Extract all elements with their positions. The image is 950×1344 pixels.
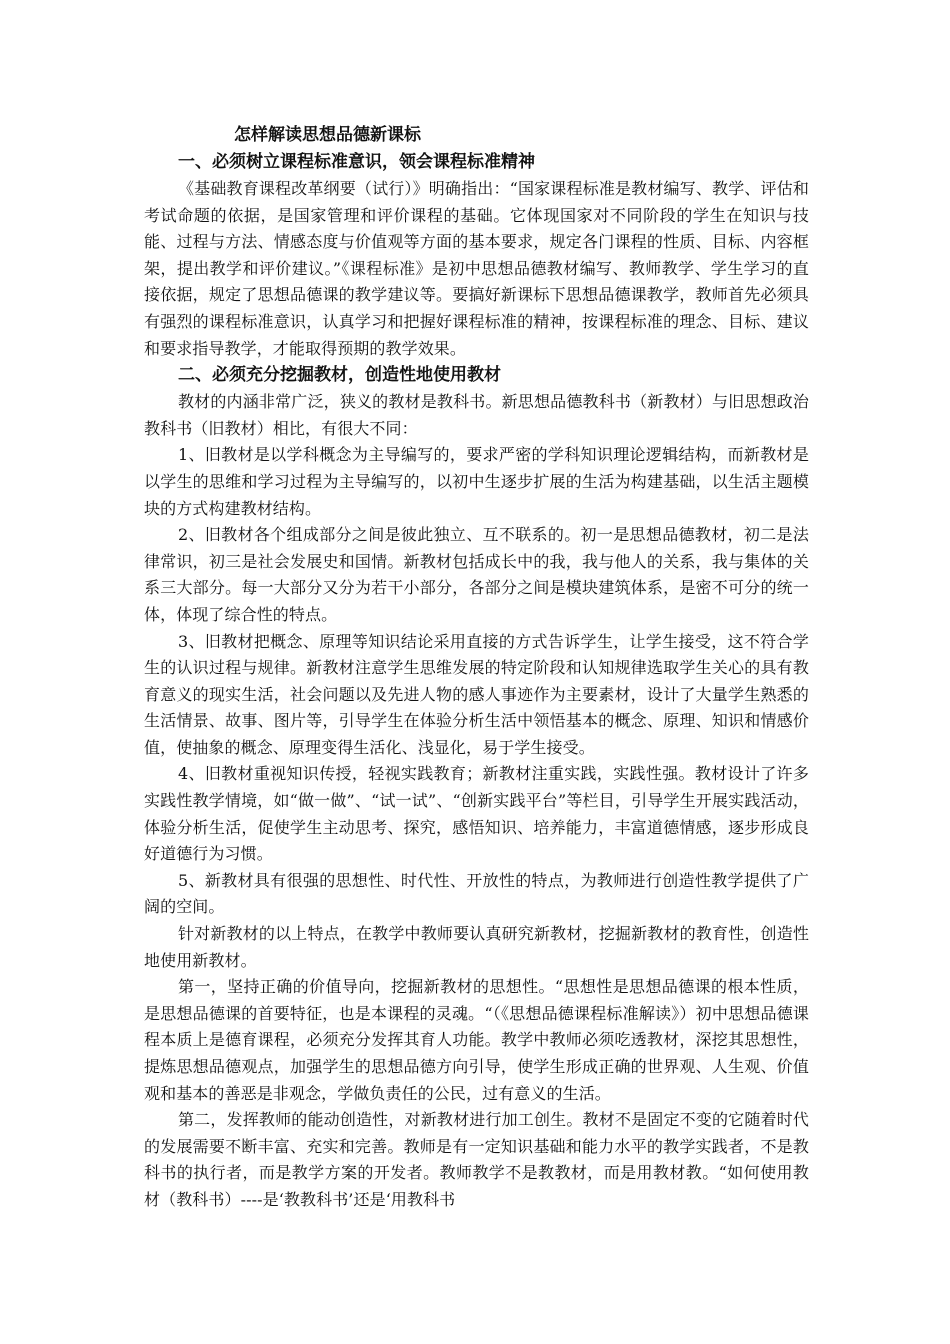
section-1-heading: 一、必须树立课程标准意识，领会课程标准精神: [178, 152, 535, 172]
section-2-point-2: 2、旧教材各个组成部分之间是彼此独立、互不联系的。初一是思想品德教材，初二是法律常识，初三是社会发展史和国情。新教材包括成长中的我，我与他人的关系，我与集体的关系三大部分。每一大部分又分为若干小部分，各部分之间是模块建筑体系，是密不可分的统一体，体现了综合性的特点。: [144, 525, 809, 624]
section-2-heading: 二、必须充分挖掘教材，创造性地使用教材: [178, 365, 501, 386]
section-2-point-1: 1、旧教材是以学科概念为主导编写的，要求严密的学科知识理论逻辑结构，而新教材是以学生的思维和学习过程为主导编写的，以初中生逐步扩展的生活为构建基础，以生活主题模块的方式构建教材结构。: [144, 445, 809, 518]
document-title: 怎样解读思想品德新课标: [234, 125, 421, 145]
section-2-point-3: 3、旧教材把概念、原理等知识结论采用直接的方式告诉学生，让学生接受，这不符合学生的认识过程与规律。新教材注意学生思维发展的特定阶段和认知规律选取学生关心的具有教育意义的现实生活，社会问题以及先进人物的感人事迹作为主要素材，设计了大量学生熟悉的生活情景、故事、图片等，引导学生在体验分析生活中领悟基本的概念、原理、知识和情感价值，使抽象的概念、原理变得生活化、浅显化，易于学生接受。: [144, 631, 809, 757]
section-2-summary: 针对新教材的以上特点，在教学中教师要认真研究新教材，挖掘新教材的教育性，创造性地使用新教材。: [144, 924, 809, 970]
section-2-point-5: 5、新教材具有很强的思想性、时代性、开放性的特点，为教师进行创造性教学提供了广阔的空间。: [144, 870, 809, 917]
section-1-paragraph-1: 《基础教育课程改革纲要（试行）》明确指出：“国家课程标准是教材编写、教学、评估和考试命题的依据，是国家管理和评价课程的基础。它体现国家对不同阶段的学生在知识与技能、过程与方法、情感态度与价值观等方面的基本要求，规定各门课程的性质、目标、内容框架，提出教学和评价建议。”《课程标准》是初中思想品德教材编写、教师教学、学生学习的直接依据，规定了思想品德课的教学建议等。要搞好新课标下思想品德课教学，教师首先必须具有强烈的课程标准意识，认真学习和把握好课程标准的精神，按课程标准的理念、目标、建议和要求指导教学，才能取得预期的教学效果。: [144, 179, 809, 358]
section-2-point-4: 4、旧教材重视知识传授，轻视实践教育；新教材注重实践，实践性强。教材设计了许多实践性教学情境，如“做一做”、“试一试”、“创新实践平台”等栏目，引导学生开展实践活动，体验分析生活，促使学生主动思考、探究，感悟知识、培养能力，丰富道德情感，逐步形成良好道德行为习惯。: [144, 764, 809, 864]
section-2-paragraph-intro: 教材的内涵非常广泛，狭义的教材是教科书。新思想品德教科书（新教材）与旧思想政治教科书（旧教材）相比，有很大不同：: [144, 392, 809, 438]
section-2-first-measure: 第一，坚持正确的价值导向，挖掘新教材的思想性。“思想性是思想品德课的根本性质，是思想品德课的首要特征，也是本课程的灵魂。“（《思想品德课程标准解读》）初中思想品德课程本质上是德育课程，必须充分发挥其育人功能。教学中教师必须吃透教材，深挖其思想性，提炼思想品德观点，加强学生的思想品德方向引导，使学生形成正确的世界观、人生观、价值观和基本的善恶是非观念，学做负责任的公民，过有意义的生活。: [144, 977, 809, 1103]
section-2-second-measure: 第二，发挥教师的能动创造性，对新教材进行加工创生。教材不是固定不变的它随着时代的发展需要不断丰富、充实和完善。教师是有一定知识基础和能力水平的教学实践者，不是教科书的执行者，而是教学方案的开发者。教师教学不是教教材，而是用教材教。“如何使用教材（教科书）----是‘教教科书’还是‘用教科书: [144, 1110, 809, 1209]
document-page: [144, 122, 809, 1214]
